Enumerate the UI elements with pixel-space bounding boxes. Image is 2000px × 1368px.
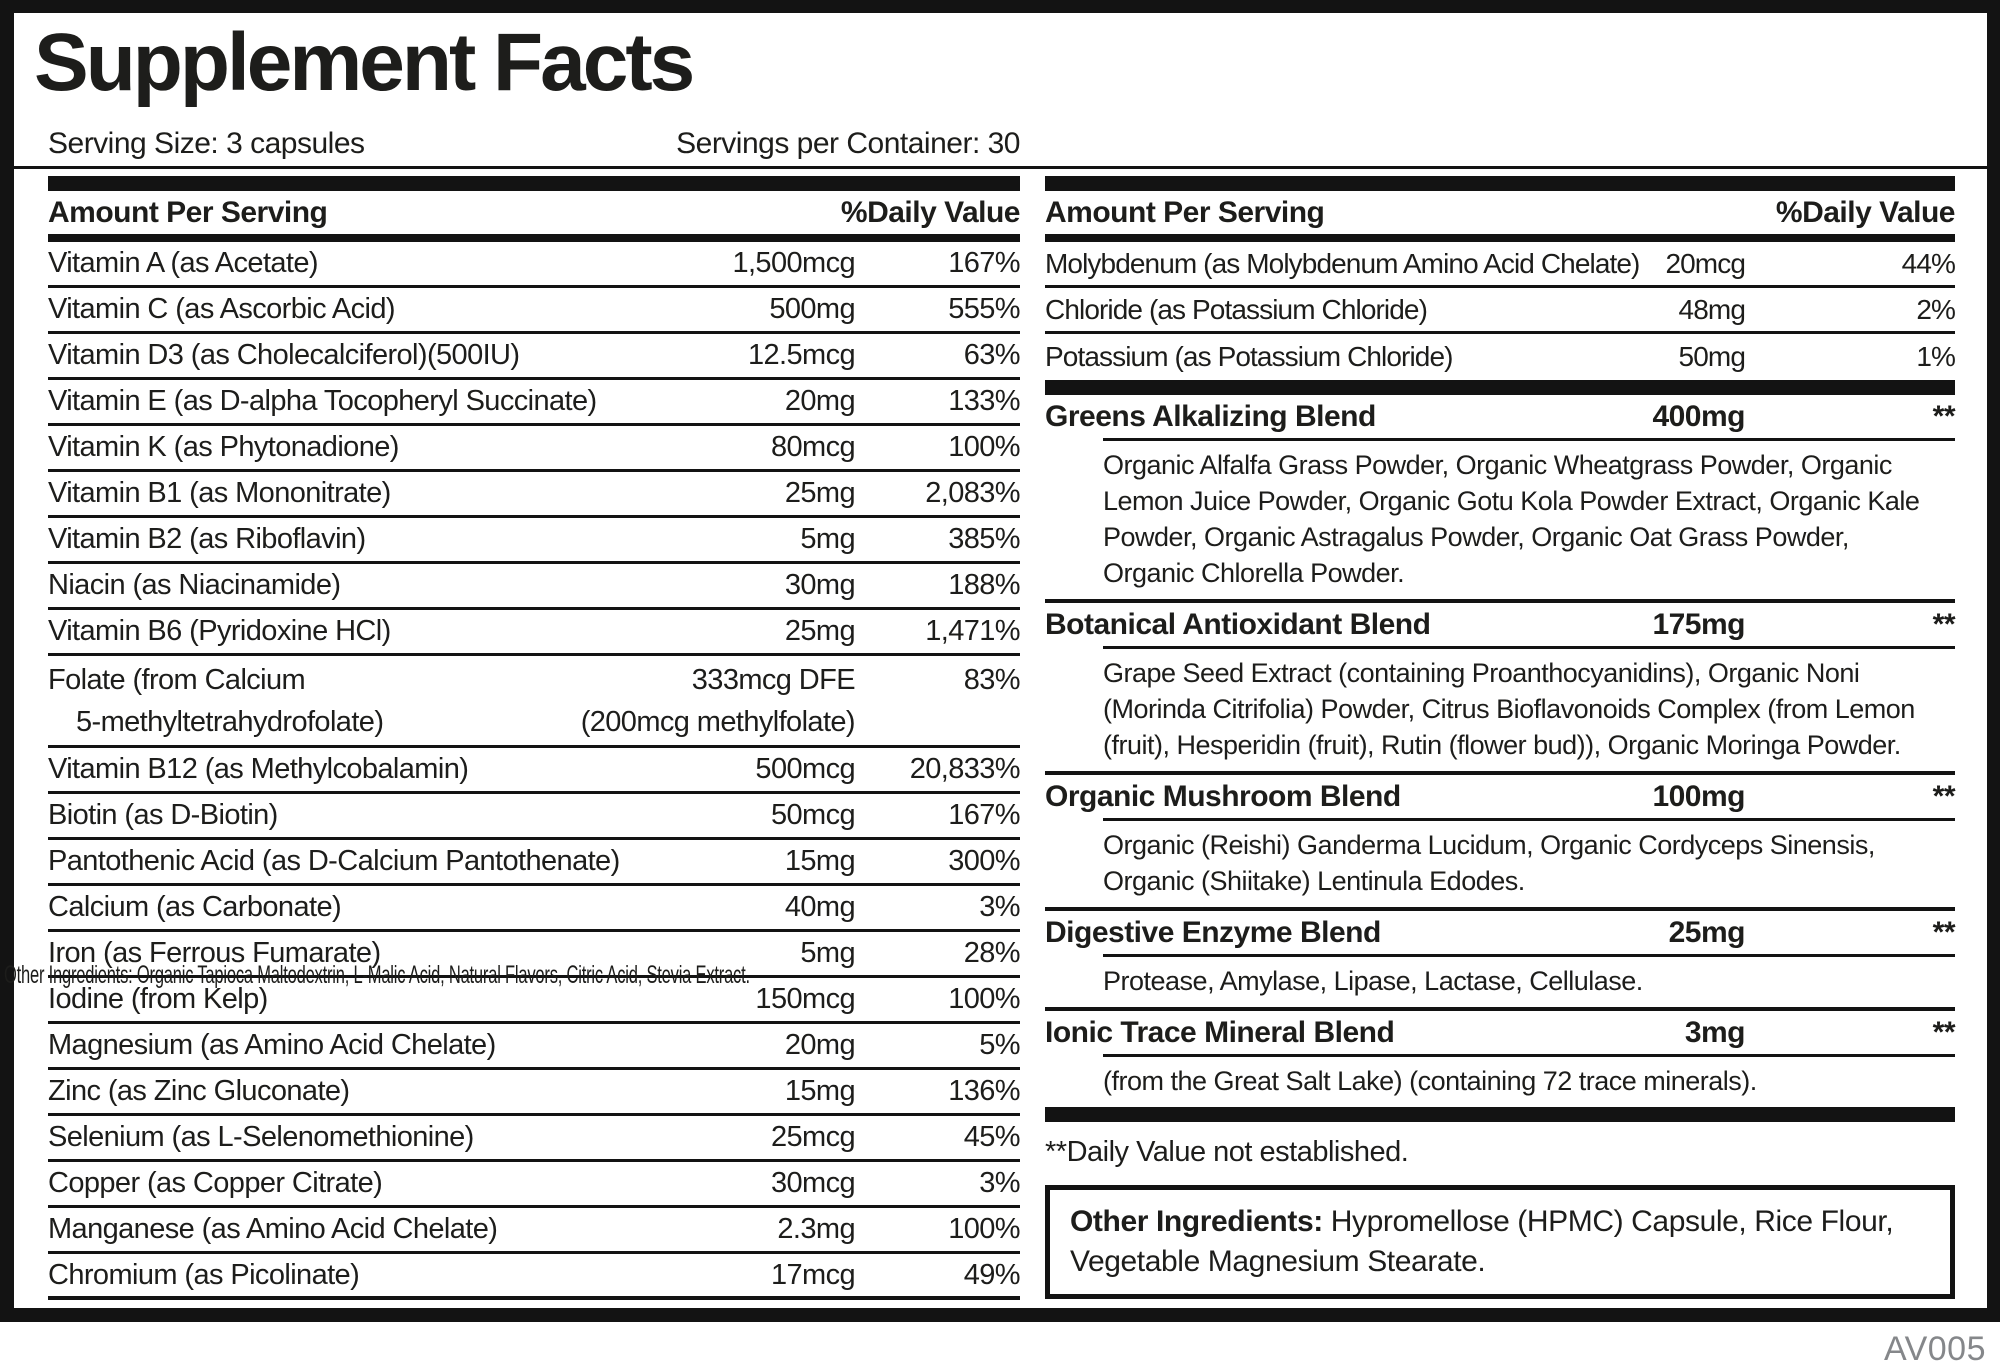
nutrient-dv: 136% bbox=[948, 1075, 1020, 1107]
frame-border-top bbox=[0, 0, 2000, 13]
nutrient-amount: 2.3mg bbox=[777, 1213, 855, 1245]
blend-digestive-enzyme bbox=[1045, 911, 1955, 1011]
blend-amount: 400mg bbox=[1652, 399, 1745, 433]
table-row bbox=[48, 840, 1020, 886]
nutrient-rows bbox=[48, 242, 1020, 1300]
serving-divider bbox=[14, 166, 1987, 169]
left-facts-table bbox=[48, 176, 1020, 1300]
header-amount-per-serving: Amount Per Serving bbox=[48, 195, 328, 229]
blend-name: Ionic Trace Mineral Blend bbox=[1045, 1015, 1395, 1049]
nutrient-amount: 1,500mcg bbox=[732, 247, 855, 279]
nutrient-amount: 15mg bbox=[784, 1075, 855, 1107]
nutrient-amount: 40mg bbox=[784, 891, 855, 923]
blend-dv: ** bbox=[1932, 779, 1955, 813]
table-row bbox=[48, 242, 1020, 288]
blend-ingredients: Organic (Reishi) Ganderma Lucidum, Organic Cordyceps Sinensis, Organic (Shiitake) Lentinula Edodes. bbox=[1103, 830, 1875, 896]
nutrient-name: Calcium (as Carbonate) bbox=[48, 891, 342, 923]
nutrient-amount: 17mcg bbox=[770, 1258, 855, 1291]
nutrient-name: Iodine (from Kelp) bbox=[48, 983, 268, 1015]
nutrient-name: Chromium (as Picolinate) bbox=[48, 1258, 360, 1291]
nutrient-amount: 150mcg bbox=[755, 983, 855, 1015]
nutrient-name: Vitamin K (as Phytonadione) bbox=[48, 431, 399, 463]
nutrient-amount: 5mg bbox=[800, 523, 855, 555]
table-row bbox=[48, 1208, 1020, 1254]
blend-amount: 3mg bbox=[1684, 1015, 1745, 1049]
nutrient-dv: 83% bbox=[963, 664, 1020, 696]
nutrient-rows bbox=[1045, 242, 1955, 380]
table-row bbox=[48, 426, 1020, 472]
other-ingredients-box bbox=[1045, 1185, 1955, 1299]
blend-amount: 25mg bbox=[1668, 915, 1745, 949]
nutrient-dv: 555% bbox=[948, 293, 1020, 325]
nutrient-amount: 30mg bbox=[784, 569, 855, 601]
table-row bbox=[48, 794, 1020, 840]
nutrient-amount: 333mcg DFE (200mcg methylfolate) bbox=[580, 663, 855, 738]
table-row bbox=[48, 1024, 1020, 1070]
nutrient-amount: 12.5mcg bbox=[747, 339, 855, 371]
nutrient-name: Selenium (as L-Selenomethionine) bbox=[48, 1121, 474, 1153]
blend-header bbox=[1045, 775, 1955, 818]
nutrient-name: Niacin (as Niacinamide) bbox=[48, 569, 341, 601]
nutrient-amount: 20mg bbox=[784, 1029, 855, 1061]
table-header bbox=[1045, 191, 1955, 234]
header-amount-per-serving: Amount Per Serving bbox=[1045, 195, 1325, 229]
nutrient-dv: 5% bbox=[979, 1029, 1020, 1061]
nutrient-amount: 15mg bbox=[784, 845, 855, 877]
blend-amount: 100mg bbox=[1652, 779, 1745, 813]
nutrient-amount: 500mcg bbox=[755, 753, 855, 785]
nutrient-dv: 63% bbox=[963, 339, 1020, 371]
blend-dv: ** bbox=[1932, 1015, 1955, 1049]
nutrient-name: Vitamin A (as Acetate) bbox=[48, 247, 318, 279]
table-row bbox=[48, 472, 1020, 518]
blend-name: Botanical Antioxidant Blend bbox=[1045, 607, 1431, 641]
nutrient-amount: 50mg bbox=[1678, 341, 1745, 372]
blend-greens-alkalizing bbox=[1045, 395, 1955, 603]
table-row bbox=[48, 334, 1020, 380]
blend-ionic-trace-mineral bbox=[1045, 1011, 1955, 1107]
nutrient-name: Vitamin B12 (as Methylcobalamin) bbox=[48, 753, 469, 785]
nutrient-name: Vitamin D3 (as Cholecalciferol)(500IU) bbox=[48, 339, 520, 371]
table-row bbox=[48, 610, 1020, 656]
nutrient-name: Vitamin B2 (as Riboflavin) bbox=[48, 523, 366, 555]
frame-border-right bbox=[1987, 0, 2000, 1322]
nutrient-amount: 25mcg bbox=[770, 1121, 855, 1153]
nutrient-name: Potassium (as Potassium Chloride) bbox=[1045, 341, 1453, 372]
nutrient-amount: 5mg bbox=[800, 937, 855, 969]
nutrient-amount: 25mg bbox=[784, 477, 855, 509]
daily-value-footnote: **Daily Value not established. bbox=[1045, 1136, 1409, 1168]
table-row bbox=[48, 380, 1020, 426]
table-row bbox=[48, 1116, 1020, 1162]
table-row bbox=[48, 1070, 1020, 1116]
section-divider-bar bbox=[1045, 1107, 1955, 1122]
blend-ingredients: Protease, Amylase, Lipase, Lactase, Cellulase. bbox=[1103, 966, 1643, 996]
table-row-folate bbox=[48, 656, 1020, 748]
nutrient-name: Vitamin B6 (Pyridoxine HCl) bbox=[48, 615, 391, 647]
nutrient-dv: 1% bbox=[1916, 341, 1955, 372]
nutrient-amount: 20mcg bbox=[1665, 247, 1745, 279]
nutrient-amount: 80mcg bbox=[770, 431, 855, 463]
table-row bbox=[48, 518, 1020, 564]
blend-ingredients: Grape Seed Extract (containing Proanthocyanidins), Organic Noni (Morinda Citrifolia) Powder, Citrus Bioflavonoids Complex (from Lemon (fruit), Hesperidin (fruit), Rutin (flower bud)), Organic Moringa Powder. bbox=[1103, 658, 1915, 760]
table-row bbox=[48, 1162, 1020, 1208]
nutrient-dv: 2,083% bbox=[925, 477, 1020, 509]
overlay-other-ingredients-text: Other Ingredients: Organic Tapioca Maltodextrin, L-Malic Acid, Natural Flavors, Citric Acid, Stevia Extract. bbox=[4, 961, 750, 989]
blend-name: Greens Alkalizing Blend bbox=[1045, 399, 1376, 433]
nutrient-amount: 30mcg bbox=[770, 1167, 855, 1199]
table-header-rule bbox=[1045, 234, 1955, 242]
blend-ingredients: Organic Alfalfa Grass Powder, Organic Wheatgrass Powder, Organic Lemon Juice Powder, Organic Gotu Kola Powder Extract, Organic Kale Powder, Organic Astragalus Powder, Organic Oat Grass Powder, Organic Chlorella Powder. bbox=[1103, 450, 1920, 588]
table-row bbox=[48, 886, 1020, 932]
frame-border-left bbox=[0, 0, 14, 1322]
blend-header bbox=[1045, 395, 1955, 438]
nutrient-amount: 50mcg bbox=[770, 799, 855, 831]
other-ingredients-text: Hypromellose (HPMC) Capsule, Rice Flour, Vegetable Magnesium Stearate. bbox=[1070, 1205, 1894, 1278]
blend-name: Organic Mushroom Blend bbox=[1045, 779, 1401, 813]
nutrient-dv: 1,471% bbox=[925, 615, 1020, 647]
table-row bbox=[1045, 334, 1955, 380]
nutrient-name: Chloride (as Potassium Chloride) bbox=[1045, 293, 1428, 325]
table-header-rule bbox=[48, 234, 1020, 242]
nutrient-dv: 28% bbox=[963, 937, 1020, 969]
blend-botanical-antioxidant bbox=[1045, 603, 1955, 775]
nutrient-dv: 167% bbox=[948, 799, 1020, 831]
nutrient-name: Zinc (as Zinc Gluconate) bbox=[48, 1075, 350, 1107]
table-row bbox=[48, 564, 1020, 610]
right-facts-table bbox=[1045, 176, 1955, 1299]
nutrient-dv: 49% bbox=[963, 1258, 1020, 1291]
blend-dv: ** bbox=[1932, 915, 1955, 949]
header-daily-value: %Daily Value bbox=[840, 195, 1020, 229]
table-row bbox=[48, 1254, 1020, 1300]
nutrient-dv: 20,833% bbox=[909, 753, 1020, 785]
header-daily-value: %Daily Value bbox=[1775, 195, 1955, 229]
page-title: Supplement Facts bbox=[34, 17, 693, 108]
table-header-bar bbox=[48, 176, 1020, 191]
nutrient-amount: 500mg bbox=[769, 293, 855, 325]
nutrient-name: Vitamin C (as Ascorbic Acid) bbox=[48, 293, 395, 325]
nutrient-amount: 48mg bbox=[1678, 293, 1745, 325]
serving-info bbox=[48, 127, 1020, 161]
nutrient-name: Vitamin B1 (as Mononitrate) bbox=[48, 477, 391, 509]
nutrient-name: Folate (from Calcium 5-methyltetrahydrofolate) bbox=[48, 663, 384, 738]
nutrient-dv: 2% bbox=[1916, 293, 1955, 325]
nutrient-dv: 300% bbox=[948, 845, 1020, 877]
nutrient-name: Manganese (as Amino Acid Chelate) bbox=[48, 1213, 498, 1245]
other-ingredients-label: Other Ingredients: bbox=[1070, 1205, 1323, 1238]
nutrient-name: Vitamin E (as D-alpha Tocopheryl Succinate) bbox=[48, 385, 597, 417]
table-header-bar bbox=[1045, 176, 1955, 191]
nutrient-dv: 100% bbox=[948, 1213, 1020, 1245]
blend-amount: 175mg bbox=[1652, 607, 1745, 641]
table-row bbox=[48, 748, 1020, 794]
servings-per-container: Servings per Container: 30 bbox=[676, 127, 1020, 160]
nutrient-amount: 20mg bbox=[784, 385, 855, 417]
nutrient-dv: 188% bbox=[948, 569, 1020, 601]
nutrient-dv: 385% bbox=[948, 523, 1020, 555]
nutrient-amount: 25mg bbox=[784, 615, 855, 647]
nutrient-dv: 100% bbox=[948, 431, 1020, 463]
nutrient-name: Magnesium (as Amino Acid Chelate) bbox=[48, 1029, 496, 1061]
table-row bbox=[48, 288, 1020, 334]
table-header bbox=[48, 191, 1020, 234]
blend-header bbox=[1045, 1011, 1955, 1054]
nutrient-dv: 45% bbox=[963, 1121, 1020, 1153]
nutrient-dv: 167% bbox=[948, 247, 1020, 279]
blend-dv: ** bbox=[1932, 607, 1955, 641]
table-row bbox=[1045, 288, 1955, 334]
table-row bbox=[1045, 242, 1955, 288]
blend-name: Digestive Enzyme Blend bbox=[1045, 915, 1381, 949]
blend-header bbox=[1045, 911, 1955, 954]
nutrient-name: Pantothenic Acid (as D-Calcium Pantothenate) bbox=[48, 845, 620, 877]
nutrient-name: Biotin (as D-Biotin) bbox=[48, 799, 278, 831]
blend-header bbox=[1045, 603, 1955, 646]
footer-code: AV005 bbox=[1883, 1330, 1986, 1368]
nutrient-name: Molybdenum (as Molybdenum Amino Acid Chelate) bbox=[1045, 247, 1640, 279]
frame-border-bottom bbox=[0, 1308, 2000, 1322]
section-divider-bar bbox=[1045, 380, 1955, 395]
nutrient-dv: 44% bbox=[1901, 247, 1955, 279]
nutrient-dv: 100% bbox=[948, 983, 1020, 1015]
blend-dv: ** bbox=[1932, 399, 1955, 433]
nutrient-dv: 3% bbox=[979, 891, 1020, 923]
blend-organic-mushroom bbox=[1045, 775, 1955, 911]
nutrient-name: Iron (as Ferrous Fumarate) bbox=[48, 937, 381, 969]
nutrient-dv: 133% bbox=[948, 385, 1020, 417]
serving-size: Serving Size: 3 capsules bbox=[48, 127, 365, 160]
blend-ingredients: (from the Great Salt Lake) (containing 72 trace minerals). bbox=[1103, 1066, 1757, 1096]
nutrient-dv: 3% bbox=[979, 1167, 1020, 1199]
nutrient-name: Copper (as Copper Citrate) bbox=[48, 1167, 383, 1199]
